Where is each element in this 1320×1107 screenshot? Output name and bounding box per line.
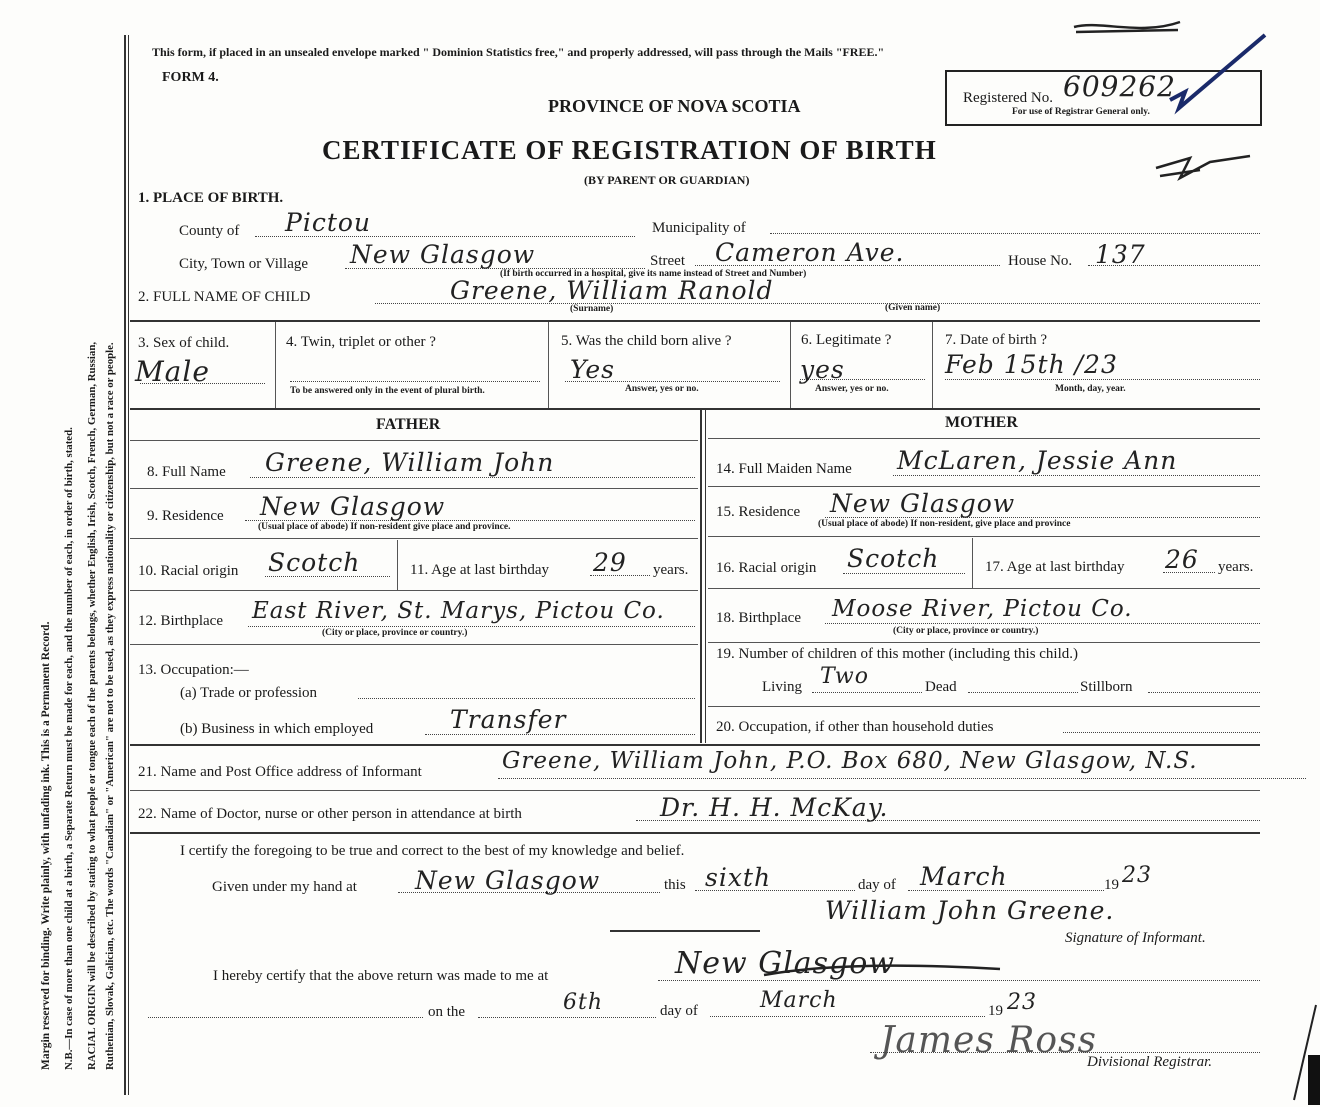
mother-occupation-label: 20. Occupation, if other than household duties: [716, 719, 994, 735]
row-rule-9: [130, 538, 698, 539]
year-prefix: 19: [1104, 877, 1119, 893]
dob-note: Month, day, year.: [1055, 384, 1126, 394]
living-line: [812, 692, 922, 693]
mother-age-unit: years.: [1218, 559, 1254, 575]
col-div-3: [790, 322, 791, 408]
mother-age-value: 26: [1165, 545, 1199, 574]
col-div-4: [932, 322, 933, 408]
father-race-label: 10. Racial origin: [138, 563, 239, 579]
day-value: sixth: [705, 863, 772, 892]
registrar-pre-line: [148, 1017, 423, 1018]
mother-res-value: New Glasgow: [830, 489, 1016, 518]
corner-marks: [1290, 995, 1320, 1105]
municipality-label: Municipality of: [652, 220, 746, 236]
check-mark: [1165, 30, 1285, 120]
county-label: County of: [179, 223, 240, 239]
mother-name-label: 14. Full Maiden Name: [716, 461, 852, 477]
crossed-out-mark: [1070, 12, 1190, 42]
twin-line: [290, 381, 540, 382]
parents-divider: [700, 408, 702, 743]
doctor-label: 22. Name of Doctor, nurse or other person in attendance at birth: [138, 806, 522, 822]
informant-value: Greene, William John, P.O. Box 680, New Glasgow, N.S.: [502, 748, 1198, 774]
province: PROVINCE OF NOVA SCOTIA: [548, 96, 801, 116]
mother-race-line: [843, 573, 965, 574]
col-div-2: [548, 322, 549, 408]
house-value: 137: [1095, 240, 1146, 269]
sex-value: Male: [135, 355, 210, 388]
house-label: House No.: [1008, 253, 1073, 269]
form-number: FORM 4.: [162, 70, 219, 85]
dob-value: Feb 15th /23: [945, 350, 1118, 379]
stillborn-line: [1148, 692, 1260, 693]
margin-rule: [124, 35, 126, 1095]
rule-certify: [130, 832, 1260, 834]
stillborn-label: Stillborn: [1080, 679, 1133, 695]
row-rule-15: [708, 536, 1260, 537]
street-label: Street: [650, 253, 685, 269]
occupation-label: 13. Occupation:—: [138, 662, 249, 678]
father-res-value: New Glasgow: [260, 492, 446, 521]
street-value: Cameron Ave.: [715, 238, 905, 267]
doctor-value: Dr. H. H. McKay.: [660, 793, 889, 822]
registrar-note: For use of Registrar General only.: [1012, 107, 1150, 117]
city-value: New Glasgow: [350, 240, 536, 269]
row-rule-19: [708, 706, 1260, 707]
given-name-note: (Given name): [885, 303, 941, 313]
county-value: Pictou: [285, 208, 372, 237]
mother-occupation-line: [1063, 732, 1260, 733]
this-label: this: [664, 877, 686, 893]
signature-label: Signature of Informant.: [1065, 930, 1206, 946]
registrar-month-value: March: [760, 988, 838, 1013]
legitimate-value: yes: [800, 355, 845, 384]
surname-note: (Surname): [570, 304, 614, 314]
informant-line: [498, 778, 1306, 779]
father-name-value: Greene, William John: [265, 448, 555, 477]
rule-doctor: [130, 790, 1260, 791]
scribble-mark: [1150, 148, 1260, 188]
rule-3: [130, 320, 1260, 322]
given-label: Given under my hand at: [212, 879, 357, 895]
mother-head-rule: [708, 438, 1260, 439]
registrar-day-of-label: day of: [660, 1003, 698, 1019]
row-rule-8: [130, 488, 698, 489]
legitimate-note: Answer, yes or no.: [815, 384, 889, 394]
municipality-line: [770, 233, 1260, 234]
dob-label: 7. Date of birth ?: [945, 332, 1048, 348]
mother-age-label: 17. Age at last birthday: [985, 559, 1125, 575]
row-rule-16: [708, 588, 1260, 589]
living-value: Two: [820, 664, 869, 689]
mother-bp-label: 18. Birthplace: [716, 610, 801, 626]
margin-note-2: N.B.—In case of more than one child at a birth, a Separate Return must be made for each, and the number of each, in order of birth, stated.: [63, 427, 75, 1070]
mother-race-label: 16. Racial origin: [716, 560, 817, 576]
father-age-label: 11. Age at last birthday: [410, 562, 549, 578]
year-value: 23: [1122, 863, 1152, 888]
margin-note-1: Margin reserved for binding. Write plainly, with unfading ink. This is a Permanent Record.: [40, 621, 52, 1070]
father-bp-value: East River, St. Marys, Pictou Co.: [252, 598, 665, 624]
rule-informant: [130, 744, 1260, 746]
dob-line: [945, 379, 1260, 380]
given-place-value: New Glasgow: [415, 866, 601, 895]
dead-line: [968, 692, 1078, 693]
page-title: CERTIFICATE OF REGISTRATION OF BIRTH: [322, 135, 937, 165]
father-heading: FATHER: [376, 416, 441, 433]
father-head-rule: [130, 440, 698, 441]
margin-note-4: Ruthenian, Slovak, Galician, etc. The words "Canadian" or "American" are not to be used, as they express nationality or citizenship, but not a race or people.: [104, 342, 116, 1070]
twin-label: 4. Twin, triplet or other ?: [286, 334, 436, 350]
living-label: Living: [762, 679, 802, 695]
father-race-value: Scotch: [268, 548, 361, 577]
trade-line: [358, 698, 695, 699]
dead-label: Dead: [925, 679, 957, 695]
hospital-note: (If birth occurred in a hospital, give its name instead of Street and Number): [500, 269, 807, 279]
mother-bp-note: (City or place, province or country.): [893, 626, 1039, 636]
father-bp-note: (City or place, province or country.): [322, 628, 468, 638]
registrar-title: Divisional Registrar.: [1087, 1054, 1213, 1070]
month-value: March: [920, 862, 1008, 891]
mail-notice: This form, if placed in an unsealed envelope marked " Dominion Statistics free," and properly addressed, will pass through the Mails "FREE.": [152, 45, 885, 59]
mother-res-note: (Usual place of abode) If non-resident, give place and province: [818, 519, 1071, 529]
business-value: Transfer: [450, 705, 567, 734]
child-name-value: Greene, William Ranold: [450, 276, 774, 305]
mother-heading: MOTHER: [945, 414, 1018, 431]
margin-rule-2: [128, 35, 129, 1095]
registrar-text: I hereby certify that the above return was made to me at: [213, 968, 549, 984]
rule-parents: [130, 408, 1260, 410]
parents-divider-2: [705, 408, 706, 743]
father-age-unit: years.: [653, 562, 689, 578]
alive-value: Yes: [570, 355, 615, 384]
row-rule-14: [708, 486, 1260, 487]
father-name-line: [250, 477, 695, 478]
margin-note-3: RACIAL ORIGIN will be described by stating to what people or tongue each of the parents belongs, whether English, Irish, Scotch, French, German, Russian,: [86, 341, 98, 1070]
col-div-race-f: [397, 540, 398, 590]
father-res-label: 9. Residence: [147, 508, 224, 524]
children-label: 19. Number of children of this mother (including this child.): [716, 646, 1079, 662]
father-age-value: 29: [593, 548, 627, 577]
father-res-note: (Usual place of abode) If non-resident give place and province.: [258, 522, 511, 532]
on-label: on the: [428, 1004, 466, 1020]
twin-note: To be answered only in the event of plural birth.: [290, 386, 485, 396]
registrar-signature: James Ross: [880, 1020, 1097, 1061]
father-bp-line: [248, 626, 695, 627]
row-rule-12: [130, 644, 698, 645]
registrar-day-value: 6th: [563, 990, 604, 1015]
registrar-place-value: New Glasgow: [675, 946, 896, 981]
col-div-1: [275, 322, 276, 408]
place-of-birth-heading: 1. PLACE OF BIRTH.: [138, 190, 284, 206]
mother-bp-value: Moose River, Pictou Co.: [832, 596, 1133, 622]
mother-res-label: 15. Residence: [716, 504, 801, 520]
informant-label: 21. Name and Post Office address of Informant: [138, 764, 422, 780]
informant-signature: William John Greene.: [825, 896, 1115, 925]
sex-label: 3. Sex of child.: [138, 335, 230, 351]
day-of-label: day of: [858, 877, 896, 893]
registrar-year-value: 23: [1007, 990, 1037, 1015]
mother-race-value: Scotch: [847, 544, 940, 573]
trade-label: (a) Trade or profession: [180, 685, 318, 701]
registered-label: Registered No.: [963, 90, 1053, 106]
business-line: [425, 734, 695, 735]
registered-number: 609262: [1063, 70, 1176, 103]
child-name-label: 2. FULL NAME OF CHILD: [138, 289, 311, 305]
registrar-month-line: [710, 1016, 985, 1017]
signature-line: [610, 930, 760, 932]
father-name-label: 8. Full Name: [147, 464, 226, 480]
father-bp-label: 12. Birthplace: [138, 613, 223, 629]
city-label: City, Town or Village: [179, 256, 309, 272]
mother-name-value: McLaren, Jessie Ann: [897, 446, 1178, 475]
registrar-year-prefix: 19: [988, 1003, 1003, 1019]
col-div-race-m: [972, 538, 973, 588]
registrar-day-line: [478, 1017, 656, 1018]
row-rule-18: [708, 642, 1260, 643]
mother-name-line: [893, 475, 1260, 476]
alive-label: 5. Was the child born alive ?: [561, 333, 732, 349]
legitimate-label: 6. Legitimate ?: [801, 332, 892, 348]
registrar-signature-line: [870, 1052, 1260, 1053]
subtitle: (BY PARENT OR GUARDIAN): [584, 173, 750, 187]
mother-bp-line: [825, 623, 1260, 624]
row-rule-10: [130, 590, 698, 591]
certify-text: I certify the foregoing to be true and correct to the best of my knowledge and belief.: [180, 843, 685, 859]
alive-note: Answer, yes or no.: [625, 384, 699, 394]
business-label: (b) Business in which employed: [180, 721, 374, 737]
place-underline-stroke: [760, 955, 1020, 985]
